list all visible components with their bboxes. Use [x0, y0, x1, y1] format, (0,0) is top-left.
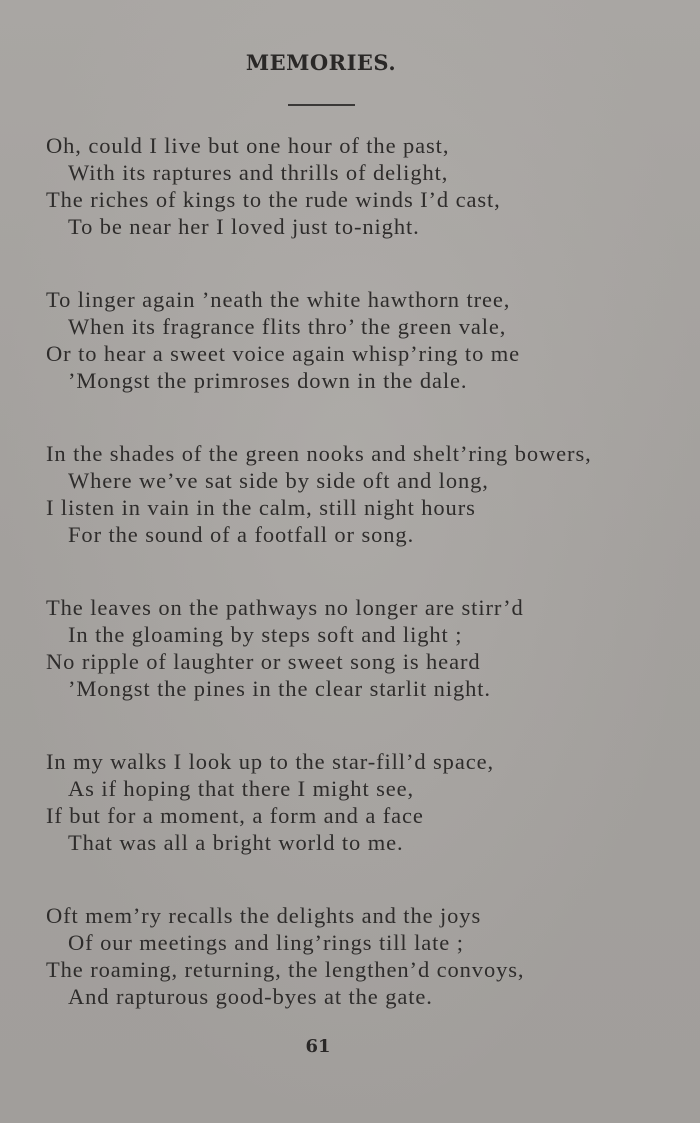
poem-line: To linger again ’neath the white hawthorn tree,	[46, 287, 511, 312]
stanza	[46, 902, 646, 1010]
poem-line: If but for a moment, a form and a face	[46, 803, 424, 828]
poem-line: In my walks I look up to the star-fill’d space,	[46, 749, 495, 774]
poem-line: Or to hear a sweet voice again whisp’ring to me	[46, 341, 521, 366]
poem-line: The riches of kings to the rude winds I’d cast,	[46, 187, 501, 212]
stanza	[46, 748, 646, 856]
poem-line: No ripple of laughter or sweet song is heard	[46, 649, 481, 674]
poem-line: With its raptures and thrills of delight,	[68, 160, 449, 185]
poem-line: To be near her I loved just to-night.	[68, 214, 420, 239]
title-rule	[288, 104, 355, 106]
poem-line: The leaves on the pathways no longer are stirr’d	[46, 595, 524, 620]
poem-line: Oh, could I live but one hour of the past,	[46, 133, 450, 158]
stanza	[46, 286, 646, 394]
poem-line: When its fragrance flits thro’ the green vale,	[68, 314, 507, 339]
poem-line: In the gloaming by steps soft and light ;	[68, 622, 463, 647]
page-number: 61	[305, 1036, 331, 1057]
stanza	[46, 594, 646, 702]
poem-line: Oft mem’ry recalls the delights and the joys	[46, 903, 482, 928]
poem-title: MEMORIES.	[245, 50, 397, 75]
stanza	[46, 440, 646, 548]
poem-line: ’Mongst the primroses down in the dale.	[68, 368, 468, 393]
poem-line: Where we’ve sat side by side oft and long,	[68, 468, 489, 493]
poem-line: In the shades of the green nooks and shelt’ring bowers,	[46, 441, 592, 466]
poem-line: For the sound of a footfall or song.	[68, 522, 415, 547]
poem-line: I listen in vain in the calm, still night hours	[46, 495, 476, 520]
poem-line: That was all a bright world to me.	[68, 830, 404, 855]
poem-line: And rapturous good-byes at the gate.	[68, 984, 433, 1009]
stanza	[46, 132, 646, 240]
poem-line: As if hoping that there I might see,	[68, 776, 415, 801]
poem-line: ’Mongst the pines in the clear starlit night.	[68, 676, 491, 701]
poem-body	[46, 132, 646, 1056]
poem-line: The roaming, returning, the lengthen’d convoys,	[46, 957, 525, 982]
poem-line: Of our meetings and ling’rings till late ;	[68, 930, 464, 955]
